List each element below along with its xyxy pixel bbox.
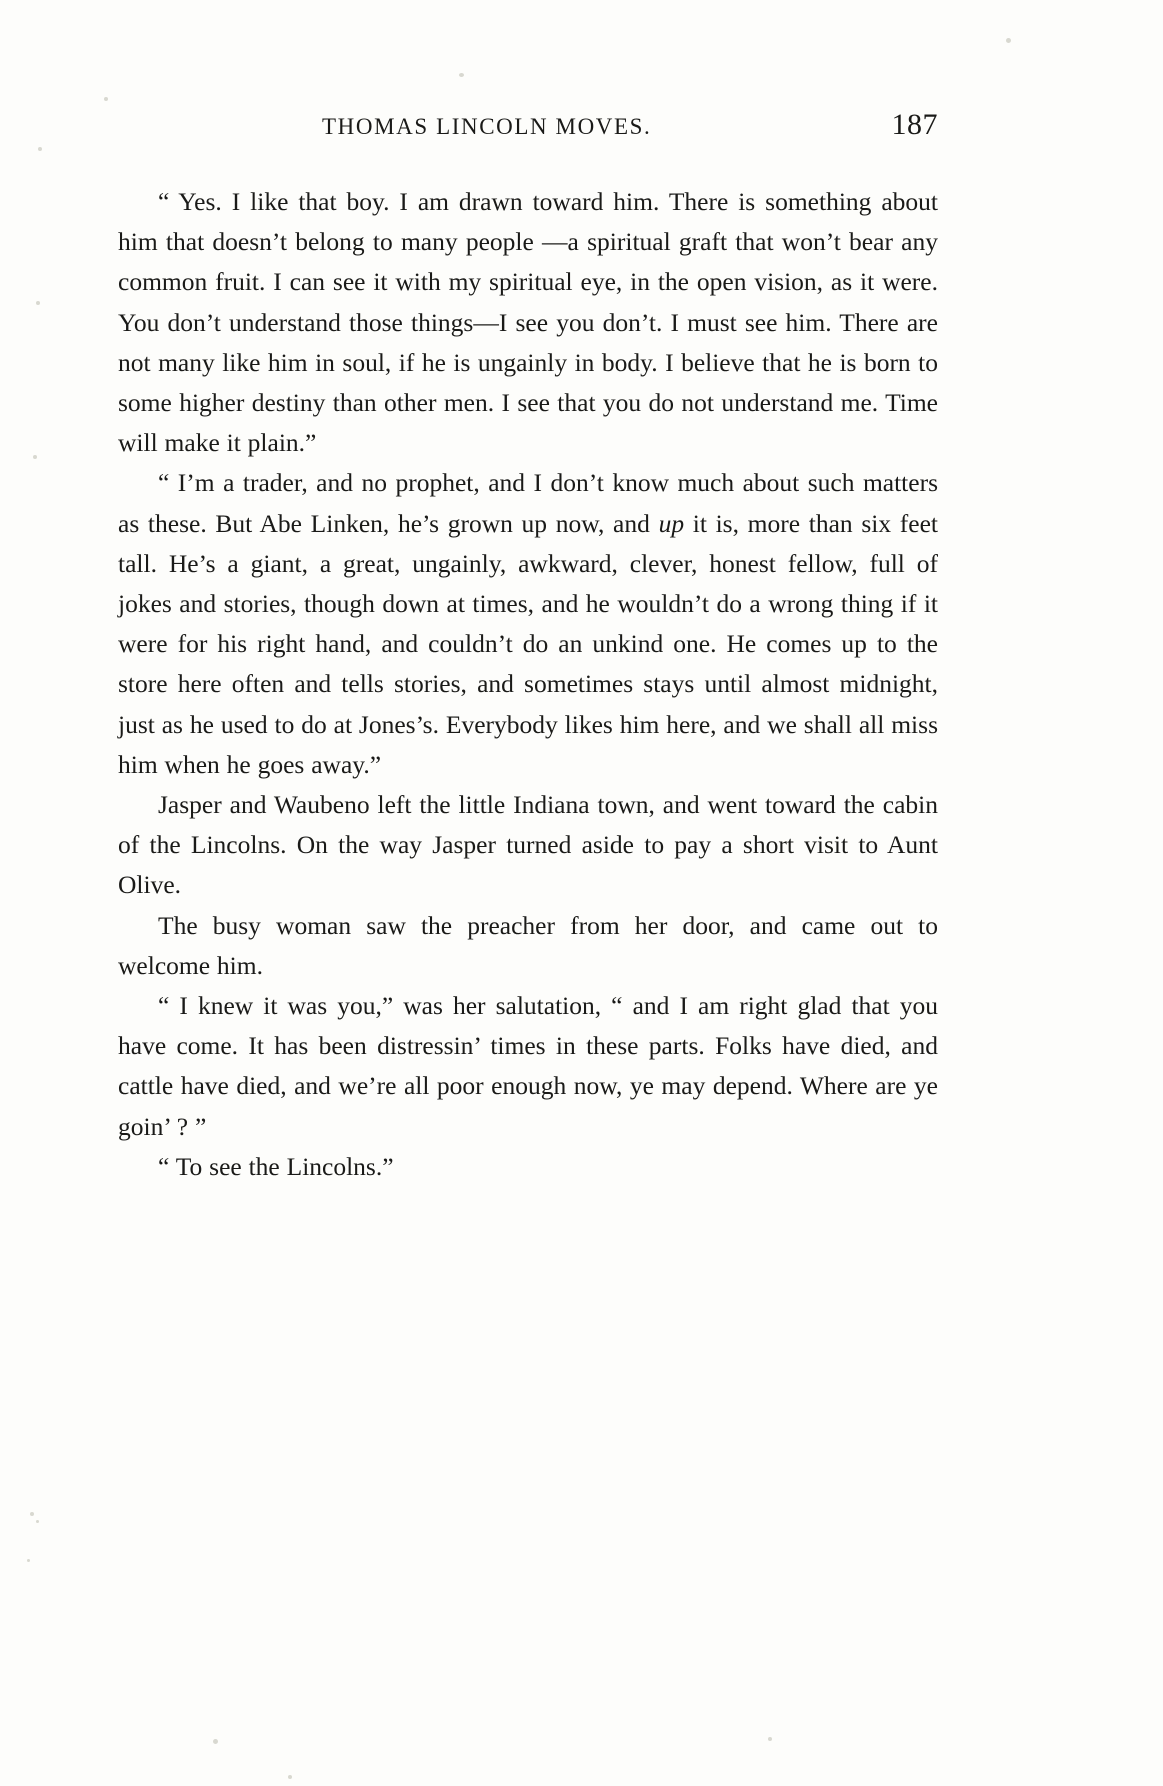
scan-speck: [213, 1739, 218, 1744]
scan-speck: [38, 147, 42, 151]
scan-speck: [36, 1520, 39, 1523]
paragraph: “ I’m a trader, and no prophet, and I don’t know much about such matters as these. But Abe Linken, he’s grown up now, and up it is, more than six feet tall. He’s a giant, a great, ungainly, awkward, clever, honest fellow, full of jokes and stories, though down at times, and he wouldn’t do a wrong thing if it were for his right hand, and couldn’t do an unkind one. He comes up to the store here often and tells stories, and sometimes stays until almost midnight, just as he used to do at Jones’s. Everybody likes him here, and we shall all miss him when he goes away.”: [118, 468, 938, 779]
page-content: [118, 108, 938, 1187]
running-head: [118, 108, 938, 160]
scan-speck: [104, 97, 108, 101]
scan-speck: [33, 455, 37, 459]
paragraph: The busy woman saw the preacher from her door, and came out to welcome him.: [118, 910, 938, 980]
scan-speck: [27, 1559, 30, 1562]
scan-speck: [30, 1512, 34, 1516]
scan-speck: [1006, 38, 1011, 43]
page-number: 187: [891, 108, 938, 141]
scan-speck: [36, 301, 40, 305]
body-text: [118, 182, 938, 1187]
scan-speck: [768, 1737, 772, 1741]
paragraph: Jasper and Waubeno left the little Indiana town, and went toward the cabin of the Lincolns. On the way Jasper turned aside to pay a short visit to Aunt Olive.: [118, 790, 938, 900]
paragraph: “ Yes. I like that boy. I am drawn toward him. There is something about him that doesn’t belong to many people —a spiritual graft that won’t bear any common fruit. I can see it with my spiritual eye, in the open vision, as it were. You don’t understand those things—I see you don’t. I must see him. There are not many like him in soul, if he is ungainly in body. I believe that he is born to some higher destiny than other men. I see that you do not understand me. Time will make it plain.”: [118, 187, 938, 458]
paragraph: “ To see the Lincolns.”: [158, 1151, 394, 1181]
paragraph: “ I knew it was you,” was her salutation, “ and I am right glad that you have come. It has been distressin’ times in these parts. Folks have died, and cattle have died, and we’re all poor enough now, ye may depend. Where are ye goin’ ? ”: [118, 991, 938, 1141]
page-title: THOMAS LINCOLN MOVES.: [322, 114, 652, 139]
scan-speck: [288, 1775, 292, 1779]
scan-speck: [459, 73, 464, 77]
